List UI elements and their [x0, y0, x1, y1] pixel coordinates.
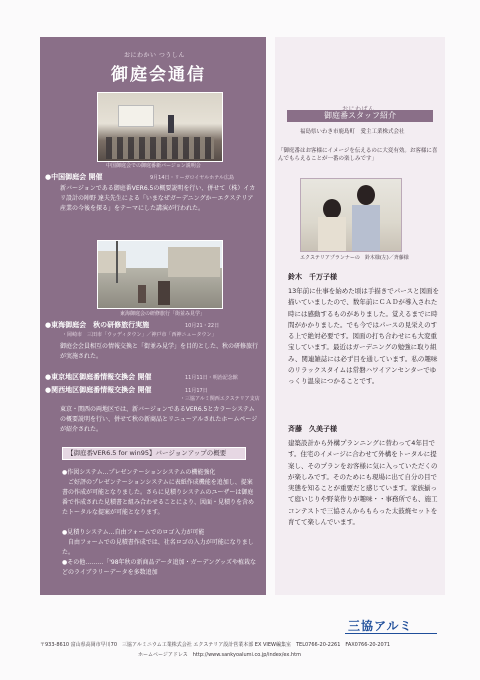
staff-photo-caption: エクステリアプランナーの 鈴木様(左)／斉藤様	[300, 255, 409, 261]
company-logo: 三協アルミ	[348, 619, 413, 633]
event4-date: 11月17日	[185, 388, 208, 394]
event2-body: 御庭会会員相互の情報交換と「街並み見学」を目的とした、秋の研修旅行が実施された。	[60, 343, 259, 360]
title-ruby: おにわかい つうしん	[124, 52, 185, 59]
version-item-5: ●その他………「'98年秋の新商品データ追加・ガーデングッズや植栽などのライブラリーデータを多数追加	[62, 559, 256, 576]
staff1-name: 鈴木 千万子様	[288, 273, 337, 281]
street-photo	[97, 240, 223, 309]
staff1-text: 13年前に仕事を始めた頃は手描きでパースと図面を描いていましたので、数年前にＣＡＤが導入された時には感動するものがありました。覚えるまでに時間がかかりました。でも今ではパースの見栄えのする上で絶対必要です。図面の打ち合わせにも大変重宝しています。最近はガーデニングの勉強に取り組み、関連雑誌には必ず目を通しています。私の趣味のリラックスタイムは常磐ハワイアンセンターでゆっくり温泉につかることです。	[288, 287, 439, 386]
staff-photo	[300, 178, 402, 252]
company-name: 福島県いわき市鹿島町 愛主工業株式会社	[300, 129, 405, 135]
event2-date: 10月21・22日	[185, 323, 220, 329]
event4-heading: ●関西地区御庭番情報交換会 開催	[45, 386, 152, 394]
logo-underline	[345, 633, 437, 634]
version-box: 【御庭番VER6.5 for win95】バージョンアップの概要	[62, 447, 246, 460]
event1-date: 9月14日・リーガロイヤルホテル広島	[150, 175, 234, 181]
staff-heading: 御庭番スタッフ紹介	[287, 110, 433, 122]
version-item-3: ●見積りシステム…自由フォームでのロゴ入力が可能	[62, 529, 205, 536]
event2-sub: ・岡崎市 三田市「ウッディタウン」／神戸市「西神ニュータウン」	[62, 332, 217, 338]
meeting-photo	[97, 92, 223, 162]
version-item-4: 自由フォームでの見積書作成では、社名ロゴの入力が可能になりました。	[62, 539, 254, 556]
page-title: 御庭会通信	[111, 65, 206, 85]
staff2-text: 建築設計から外構プランニングに替わって4年目です。住宅のイメージに合わせて外構をトータルに提案し、そのプランをお客様に気に入っていただくのが楽しみです。そのためにも現場に出て自分の目で実態を知ることが重要だと感じています。家族揃って庭いじりや野菜作りが趣味・・事務所でも、施工コンテストで三協さんからもらった太鼓焼セットを育てて楽しんでいます。	[288, 439, 438, 527]
version-item-2: ご好評のプレゼンテーションシステムに表紙作成機能を追加し、提案書の作成が可能となりました。さらに見積りシステムのユーザーは御庭番で作成された見積書と組み合わせることにより、図面・見積りを含めたトータルな提案が可能となります。	[62, 479, 255, 516]
event1-body: 新バージョンである御庭番VER6.5の概要説明を行い、併せて（株）イカリ設計の陣野 達夫先生による「いまなぜガーデニングか〜エクステリア産業の今後を探る」をテーマにした講演が行われた。	[60, 185, 256, 212]
event1-heading: ●中国御庭会 開催	[45, 173, 103, 181]
footer-homepage: ホームページアドレス http://www.sankyoalumi.co.jp/index/ex.htm	[138, 652, 301, 658]
staff-quote: 「御庭番はお客様にイメージを伝えるのに大変有効。お客様に喜んでもらえることが一番の楽しみです」	[278, 148, 438, 162]
version-item-1: ●作図システム…プレゼンテーションシステムの機能強化	[62, 469, 216, 476]
event2-heading: ●東海御庭会 秋の研修旅行実施	[45, 321, 150, 329]
event3-heading: ●東京地区御庭番情報交換会 開催	[45, 373, 152, 381]
event4-body: 東京・関西の両地区では、新バージョンであるVER6.5とカラーシステムの概要説明を行い、併せて秋の新商品とリニューアルされたホームページが紹介された。	[60, 406, 258, 433]
event4-sub: ・三協アルミ関西エクステリア支店	[180, 396, 260, 402]
footer-address: 〒933-8610 富山県高岡市早川70 三協アルミニウム工業株式会社 エクステリア設計営業本部 EX VIEW編集室 TEL0766-20-2261 FAX0766-20-2071	[40, 642, 391, 648]
photo2-caption: 東海御庭会の研修旅行「街並み見学」	[120, 311, 206, 317]
photo1-caption: 中国御庭会での御庭番新バージョン説明会	[106, 163, 201, 169]
staff2-name: 斉藤 久美子様	[288, 425, 337, 433]
event3-date: 11月11日・明治記念館	[185, 375, 238, 381]
